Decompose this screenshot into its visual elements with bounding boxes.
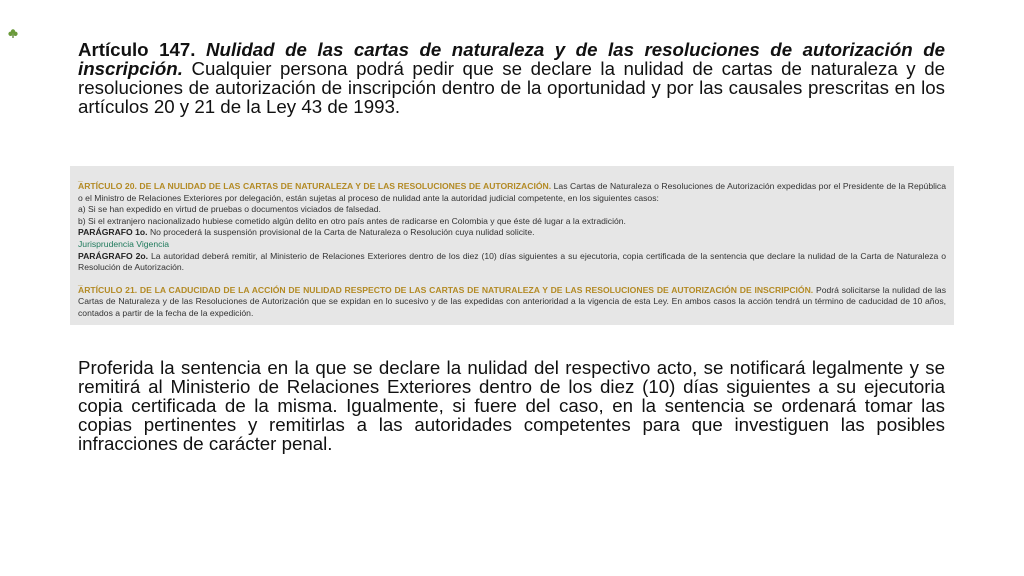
closing-paragraph: Proferida la sentencia en la que se declare la nulidad del respectivo acto, se notificará legalmente y se remitirá al Ministerio de Relaciones Exteriores dentro de los diez (10) días siguientes a su ejecutoria copia certificada de la misma. Igualmente, si fuere del caso, en la sentencia se ordenará tomar las copias pertinentes y remitirlas a las autoridades competentes para que investiguen las posibles infracciones de carácter penal. [78,357,945,454]
item-a: a) Si se han expedido en virtud de pruebas o documentos viciados de falsedad. [78,204,381,215]
article-21-body: Podrá solicitarse la nulidad de las Cartas de Naturaleza y de las Resoluciones de Autorización que se expidan en lo sucesivo y de las expedidas con anterioridad a la vigencia de esta Ley. En ambos casos la acción tendrá un término de caducidad de 10 años, contados a partir de la fecha de la expedición. [78,284,946,318]
paragraph-2-label: PARÁGRAFO 2o. [78,250,149,261]
paragraph-2 [78,251,946,274]
article-20-body: Las Cartas de Naturaleza o Resoluciones de Autorización expedidas por el Presidente de la República o el Ministro de Relaciones Exteriores por delegación, están sujetas al proceso de nulidad ante la autoridad judicial competente, en los siguientes casos: [78,181,946,203]
separator-dash: _ [78,276,83,287]
article-21-heading: ARTÍCULO 21. DE LA CADUCIDAD DE LA ACCIÓN DE NULIDAD RESPECTO DE LAS CARTAS DE NATURALEZA Y DE LAS RESOLUCIONES DE AUTORIZACIÓN DE INSCRIPCIÓN. [78,284,814,295]
article-20-heading: ARTÍCULO 20. DE LA NULIDAD DE LAS CARTAS DE NATURALEZA Y DE LAS RESOLUCIONES DE AUTORIZACIÓN. [78,181,552,191]
article-147-paragraph [78,40,945,116]
item-b: b) Si el extranjero nacionalizado hubiese cometido algún delito en otro país antes de radicarse en Colombia y que éste dé lugar a la extradición. [78,215,626,226]
leaf-bullet-icon [6,27,20,41]
paragraph-1-label: PARÁGRAFO 1o. [78,227,148,238]
article-body: Cualquier persona podrá pedir que se declare la nulidad de cartas de naturaleza y de resoluciones de autorización de inscripción dentro de la oportunidad y por las causales prescritas en los artículos 20 y 21 de la Ley 43 de 1993. [78,58,945,117]
jurisprudencia-link[interactable]: Jurisprudencia Vigencia [78,238,170,249]
article-title: Nulidad de las cartas de naturaleza y de las resoluciones de autorización de inscripción. [78,39,946,79]
law-excerpt-box [70,166,954,325]
article-number: Artículo 147. [78,39,196,60]
article-20-block [78,181,946,204]
separator-dash: _ [78,173,83,183]
article-21-block [78,285,946,320]
paragraph-1-body: No procederá la suspensión provisional de la Carta de Naturaleza o Resolución cuya nulidad solicite. [149,227,535,238]
paragraph-1 [78,227,946,239]
paragraph-2-body: La autoridad deberá remitir, al Ministerio de Relaciones Exteriores dentro de los diez (10) días siguientes a su ejecutoria, copia certificada de la sentencia que declare la nulidad de la Carta de Naturaleza o Resolución de Autorización. [78,250,947,273]
